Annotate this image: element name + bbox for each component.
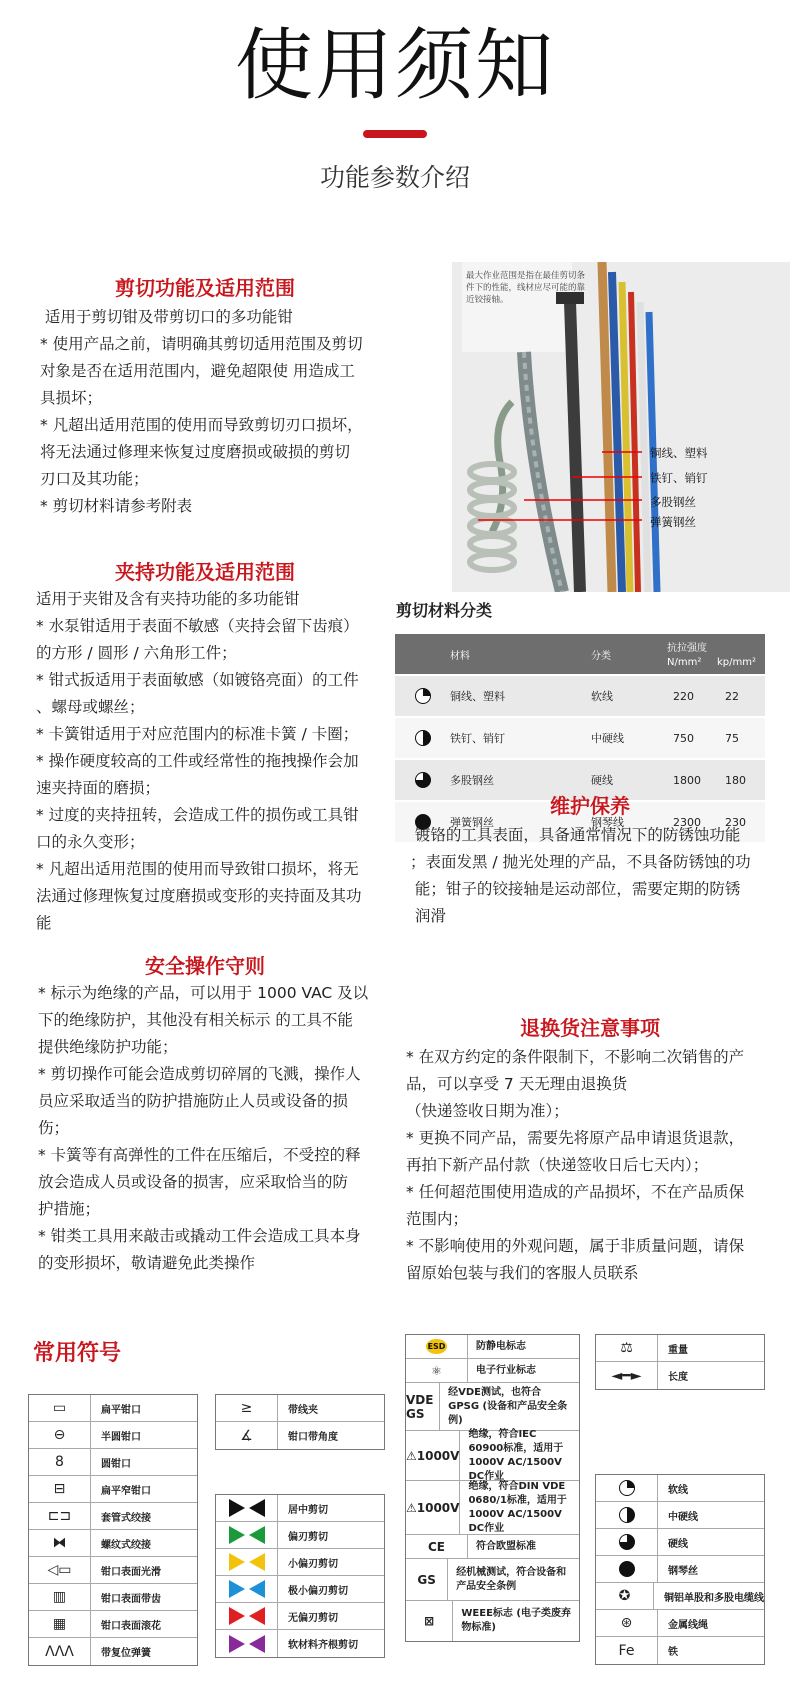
hardness-symbol-label: 铜铝单股和多股电缆线	[664, 1592, 764, 1604]
cut-type-icon	[216, 1630, 278, 1657]
material-icon-cell	[415, 718, 431, 758]
page-title: 使用须知	[234, 21, 555, 111]
jaw-type-icon: ⧓	[29, 1530, 91, 1556]
cut-type-icon	[216, 1576, 278, 1602]
text-line: * 任何超范围使用造成的产品损坏，不在产品质保	[406, 1183, 745, 1201]
materials-row	[395, 716, 765, 758]
material-name: 多股钢丝	[450, 774, 494, 787]
text-line: * 不影响使用的外观问题，属于非质量问题，请保	[406, 1237, 745, 1255]
cut-symbol-row	[216, 1603, 384, 1630]
cert-symbols-table	[405, 1334, 580, 1642]
jaw-symbol-label: 螺纹式绞接	[101, 1539, 151, 1551]
cut-type-icon	[216, 1495, 278, 1521]
title-underline	[363, 130, 427, 138]
cut-bowtie-icon	[229, 1607, 265, 1625]
cut-bowtie-icon	[229, 1553, 265, 1571]
cert-mark-icon: ⊠	[406, 1601, 453, 1641]
cert-mark-icon: GS	[406, 1559, 448, 1600]
text-line: 伤；	[38, 1119, 70, 1137]
jaw-type-icon: ΛΛΛ	[29, 1638, 91, 1665]
text-line: 范围内；	[406, 1210, 469, 1228]
cert-symbol-row	[406, 1601, 579, 1641]
maintenance-text	[410, 822, 785, 930]
jaw-symbol-row	[29, 1557, 197, 1584]
cert-mark-icon: ⚛	[406, 1359, 468, 1382]
grip-type-icon: ≥	[216, 1395, 278, 1421]
hardness-symbol-row	[596, 1637, 764, 1664]
jaw-type-icon: ⊖	[29, 1422, 91, 1448]
text-line: * 过度的夹持扭转，会造成工件的损伤或工具钳	[36, 806, 359, 824]
header-unit-kp: kp/mm²	[717, 656, 756, 668]
grip-symbol-row	[216, 1422, 384, 1449]
grip-symbol-row	[216, 1395, 384, 1422]
cert-mark-icon: ⚠1000V	[406, 1481, 460, 1534]
material-name: 弹簧钢丝	[450, 816, 494, 829]
cert-symbol-row	[406, 1335, 579, 1359]
cut-type-icon	[216, 1522, 278, 1548]
text-line: 的变形损坏，敬请避免此类操作	[38, 1254, 256, 1272]
returns-text	[406, 1044, 786, 1287]
cert-symbol-row	[406, 1559, 579, 1601]
cert-symbol-label: 符合欧盟标准	[476, 1540, 536, 1552]
jaw-type-icon: ▥	[29, 1584, 91, 1610]
text-line: * 标示为绝缘的产品，可以用于 1000 VAC 及以	[38, 984, 369, 1002]
cut-symbol-label: 偏刃剪切	[288, 1531, 328, 1543]
cut-bowtie-icon	[229, 1526, 265, 1544]
wire-figure	[452, 262, 790, 592]
hardness-symbol-row	[596, 1583, 764, 1610]
text-line: 刃口及其功能；	[40, 470, 149, 488]
material-strength-n: 220	[673, 689, 694, 703]
maintenance-heading: 维护保养	[550, 794, 630, 818]
header-strength: 抗拉强度	[667, 642, 707, 654]
material-name: 铜线、塑料	[450, 690, 505, 703]
text-line: 法通过修理恢复过度磨损或变形的夹持面及其功	[36, 887, 362, 905]
wire-label-strand: 多股钢丝	[650, 495, 696, 509]
returns-heading: 退换货注意事项	[520, 1016, 660, 1040]
symbols-title: 常用符号	[33, 1341, 122, 1366]
jaw-symbol-row	[29, 1611, 197, 1638]
gripping-heading: 夹持功能及适用范围	[115, 560, 295, 584]
hardness-pie-icon	[619, 1480, 635, 1496]
header-unit-n: N/mm²	[667, 656, 702, 668]
cut-symbol-row	[216, 1495, 384, 1522]
text-line: 、螺母或螺丝；	[36, 698, 145, 716]
material-strength-kp: 75	[725, 731, 739, 745]
hardness-symbol-label: 硬线	[668, 1538, 688, 1550]
material-strength-kp: 230	[725, 815, 746, 829]
misc-symbol-row	[596, 1335, 764, 1362]
text-line: 镀铬的工具表面，具备通常情况下的防锈蚀功能	[410, 826, 741, 844]
wire-label-copper: 铜线、塑料	[650, 446, 708, 460]
wire-illustration	[452, 262, 790, 592]
jaw-symbol-row	[29, 1530, 197, 1557]
gripping-text	[36, 586, 396, 937]
text-line: 将无法通过修理来恢复过度磨损或破损的剪切	[40, 443, 351, 461]
hardness-icon: ✪	[596, 1583, 654, 1609]
jaw-symbol-label: 圆钳口	[101, 1458, 131, 1470]
wire-note: 最大作业范围是指在最佳剪切条件下的性能，线材应尽可能的靠近铰接轴。	[466, 271, 586, 305]
cert-symbol-label: 经机械测试，符合设备和产品安全条例	[456, 1566, 567, 1592]
misc-symbol-label: 重量	[668, 1344, 688, 1356]
text-line: ；表面发黑 / 抛光处理的产品，不具备防锈蚀的功	[410, 853, 751, 871]
length-arrow-icon: ◄━►	[596, 1362, 658, 1389]
material-strength-n: 1800	[673, 773, 701, 787]
cert-symbol-row	[406, 1535, 579, 1559]
material-strength-n: 2300	[673, 815, 701, 829]
hardness-symbol-row	[596, 1475, 764, 1502]
hardness-symbol-row	[596, 1502, 764, 1529]
cert-symbol-label: 防静电标志	[476, 1340, 526, 1352]
cert-symbol-label: 绝缘，符合IEC 60900标准，适用于1000V AC/1500V DC作业	[468, 1428, 564, 1482]
cut-symbols-table	[215, 1494, 385, 1658]
hardness-icon	[596, 1502, 658, 1528]
text-line: * 水泵钳适用于表面不敏感（夹持会留下齿痕）	[36, 617, 359, 635]
cutting-text	[40, 304, 400, 520]
jaw-symbol-row	[29, 1503, 197, 1530]
jaw-symbol-label: 钳口表面光滑	[101, 1566, 161, 1578]
text-line: * 凡超出适用范围的使用而导致剪切刃口损坏，	[40, 416, 363, 434]
cut-symbol-label: 居中剪切	[288, 1504, 328, 1516]
grip-symbol-label: 带线夹	[288, 1404, 318, 1416]
jaw-type-icon: ◁▭	[29, 1557, 91, 1583]
cutting-heading: 剪切功能及适用范围	[115, 276, 295, 300]
hardness-symbol-label: 钢琴丝	[668, 1565, 698, 1577]
cut-symbol-row	[216, 1576, 384, 1603]
jaw-type-icon: ▭	[29, 1395, 91, 1421]
misc-symbol-label: 长度	[668, 1372, 688, 1383]
material-category: 中硬线	[591, 732, 624, 745]
text-line: 能；钳子的铰接轴是运动部位，需要定期的防锈	[410, 880, 741, 898]
hardness-symbol-label: 铁	[668, 1647, 678, 1658]
material-icon-cell	[415, 676, 431, 716]
wire-label-nail: 铁钉、销钉	[650, 471, 708, 485]
cert-symbol-label: 电子行业标志	[476, 1364, 536, 1376]
cut-symbol-label: 无偏刃剪切	[288, 1612, 338, 1624]
header-category: 分类	[591, 650, 611, 662]
text-line: 提供绝缘防护功能；	[38, 1038, 178, 1056]
hardness-pie-icon	[619, 1561, 635, 1577]
text-line: * 在双方约定的条件限制下，不影响二次销售的产	[406, 1048, 745, 1066]
cut-type-icon	[216, 1549, 278, 1575]
cut-bowtie-icon	[229, 1499, 265, 1517]
hardness-symbols-table	[595, 1474, 765, 1665]
hardness-symbol-row	[596, 1556, 764, 1583]
jaw-symbol-row	[29, 1638, 197, 1665]
grip-symbol-label: 钳口带角度	[288, 1432, 338, 1443]
hardness-symbol-row	[596, 1610, 764, 1637]
header-material: 材料	[450, 650, 470, 662]
safety-heading: 安全操作守则	[145, 954, 265, 978]
hardness-pie-icon	[415, 772, 431, 788]
cut-symbol-row	[216, 1522, 384, 1549]
text-line: * 剪切操作可能会造成剪切碎屑的飞溅，操作人	[38, 1065, 361, 1083]
material-category: 钢琴线	[591, 816, 624, 829]
safety-text	[38, 980, 398, 1277]
cert-symbol-row	[406, 1481, 579, 1535]
cert-symbol-row	[406, 1428, 579, 1482]
scale-icon: ⚖	[596, 1335, 658, 1361]
jaw-symbol-row	[29, 1395, 197, 1422]
text-line: * 剪切材料请参考附表	[40, 497, 193, 515]
page-subtitle: 功能参数介绍	[319, 163, 470, 192]
material-strength-n: 750	[673, 731, 694, 745]
material-strength-kp: 22	[725, 689, 739, 703]
hardness-pie-icon	[415, 688, 431, 704]
text-line: 的方形 / 圆形 / 六角形工件；	[36, 644, 237, 662]
jaw-symbols-table	[28, 1394, 198, 1666]
text-line: 员应采取适当的防护措施防止人员或设备的损	[38, 1092, 349, 1110]
material-name: 铁钉、销钉	[450, 732, 505, 745]
hardness-symbol-row	[596, 1529, 764, 1556]
cert-symbol-row	[406, 1359, 579, 1383]
cert-symbol-label: 绝缘，符合DIN VDE 0680/1标准，适用于1000V AC/1500V DC作业	[468, 1480, 567, 1534]
jaw-symbol-label: 钳口表面滚花	[101, 1620, 161, 1632]
text-line: 对象是否在适用范围内，避免超限使 用造成工	[40, 362, 355, 380]
cert-symbol-row	[406, 1383, 579, 1431]
jaw-symbol-row	[29, 1422, 197, 1449]
hardness-icon	[596, 1529, 658, 1555]
jaw-symbol-row	[29, 1476, 197, 1503]
misc-symbol-row	[596, 1362, 764, 1389]
text-line: * 钳式扳适用于表面敏感（如镀铬亮面）的工件	[36, 671, 359, 689]
text-line: * 凡超出适用范围的使用而导致钳口损坏，将无	[36, 860, 359, 878]
text-line: * 更换不同产品，需要先将原产品申请退货退款，	[406, 1129, 745, 1147]
cut-bowtie-icon	[229, 1635, 265, 1653]
text-line: 具损坏；	[40, 389, 103, 407]
grip-type-icon: ∡	[216, 1422, 278, 1449]
wire-label-spring: 弹簧钢丝	[650, 515, 696, 529]
jaw-symbol-label: 套管式绞接	[101, 1512, 151, 1524]
hardness-icon	[596, 1556, 658, 1582]
jaw-type-icon: ▦	[29, 1611, 91, 1637]
text-line: 护措施；	[38, 1200, 101, 1218]
text-line: 能	[36, 914, 52, 932]
cert-mark-icon: VDE GS	[406, 1383, 440, 1430]
material-category: 硬线	[591, 774, 613, 787]
hardness-icon: Fe	[596, 1637, 658, 1664]
hardness-symbol-label: 软线	[668, 1484, 688, 1496]
cut-bowtie-icon	[229, 1580, 265, 1598]
jaw-symbol-label: 扁平钳口	[101, 1404, 141, 1416]
cut-symbol-row	[216, 1630, 384, 1657]
material-strength-kp: 180	[725, 773, 746, 787]
text-line: * 操作硬度较高的工件或经常性的拖拽操作会加	[36, 752, 359, 770]
hardness-icon: ⊛	[596, 1610, 658, 1636]
material-category: 软线	[591, 690, 613, 703]
cert-symbol-label: WEEE标志 (电子类废弃物标准)	[461, 1608, 571, 1633]
hardness-symbol-label: 中硬线	[668, 1511, 698, 1523]
text-line: * 卡簧钳适用于对应范围内的标准卡簧 / 卡圈；	[36, 725, 359, 743]
text-line: 速夹持面的磨损；	[36, 779, 161, 797]
materials-title: 剪切材料分类	[396, 601, 493, 620]
text-line: * 使用产品之前，请明确其剪切适用范围及剪切	[40, 335, 363, 353]
cert-mark-icon: ESD	[406, 1335, 468, 1358]
text-line: 适用于剪切钳及带剪切口的多功能钳	[40, 308, 293, 326]
cert-symbol-label: 经VDE测试，也符合GPSG (设备和产品安全条例)	[448, 1386, 568, 1426]
text-line: 再拍下新产品付款（快递签收日后七天内）；	[406, 1156, 709, 1174]
jaw-symbol-label: 带复位弹簧	[101, 1648, 151, 1659]
hardness-pie-icon	[619, 1507, 635, 1523]
text-line: 适用于夹钳及含有夹持功能的多功能钳	[36, 590, 300, 608]
cert-mark-icon: ⚠1000V	[406, 1431, 460, 1480]
text-line: * 卡簧等有高弹性的工件在压缩后，不受控的释	[38, 1146, 361, 1164]
grip-symbols-table	[215, 1394, 385, 1450]
text-line: 品，可以享受 7 天无理由退换货	[406, 1075, 628, 1093]
jaw-symbol-row	[29, 1449, 197, 1476]
misc-symbols-table	[595, 1334, 765, 1390]
jaw-symbol-label: 钳口表面带齿	[101, 1593, 161, 1605]
hardness-pie-icon	[415, 730, 431, 746]
materials-table-header	[395, 634, 765, 674]
jaw-type-icon: 8	[29, 1449, 91, 1475]
hardness-pie-icon	[619, 1534, 635, 1550]
jaw-symbol-row	[29, 1584, 197, 1611]
cut-symbol-row	[216, 1549, 384, 1576]
cert-mark-icon: CE	[406, 1535, 468, 1558]
text-line: （快递签收日期为准）；	[406, 1102, 569, 1120]
text-line: 放会造成人员或设备的损害，应采取恰当的防	[38, 1173, 349, 1191]
jaw-symbol-label: 半圆钳口	[101, 1431, 141, 1443]
text-line: 润滑	[410, 907, 446, 925]
text-line: 留原始包装与我们的客服人员联系	[406, 1264, 639, 1282]
text-line: 下的绝缘防护，其他没有相关标示 的工具不能	[38, 1011, 353, 1029]
jaw-type-icon: ⊟	[29, 1476, 91, 1502]
cut-symbol-label: 软材料齐根剪切	[288, 1640, 358, 1651]
cut-type-icon	[216, 1603, 278, 1629]
cut-symbol-label: 小偏刃剪切	[288, 1558, 338, 1570]
jaw-type-icon: ⊏⊐	[29, 1503, 91, 1529]
text-line: 口的永久变形；	[36, 833, 145, 851]
text-line: * 钳类工具用来敲击或撬动工件会造成工具本身	[38, 1227, 361, 1245]
materials-row	[395, 674, 765, 716]
hardness-icon	[596, 1475, 658, 1501]
hardness-symbol-label: 金属线绳	[668, 1619, 708, 1631]
cut-symbol-label: 极小偏刃剪切	[288, 1585, 348, 1597]
jaw-symbol-label: 扁平窄钳口	[101, 1485, 151, 1497]
